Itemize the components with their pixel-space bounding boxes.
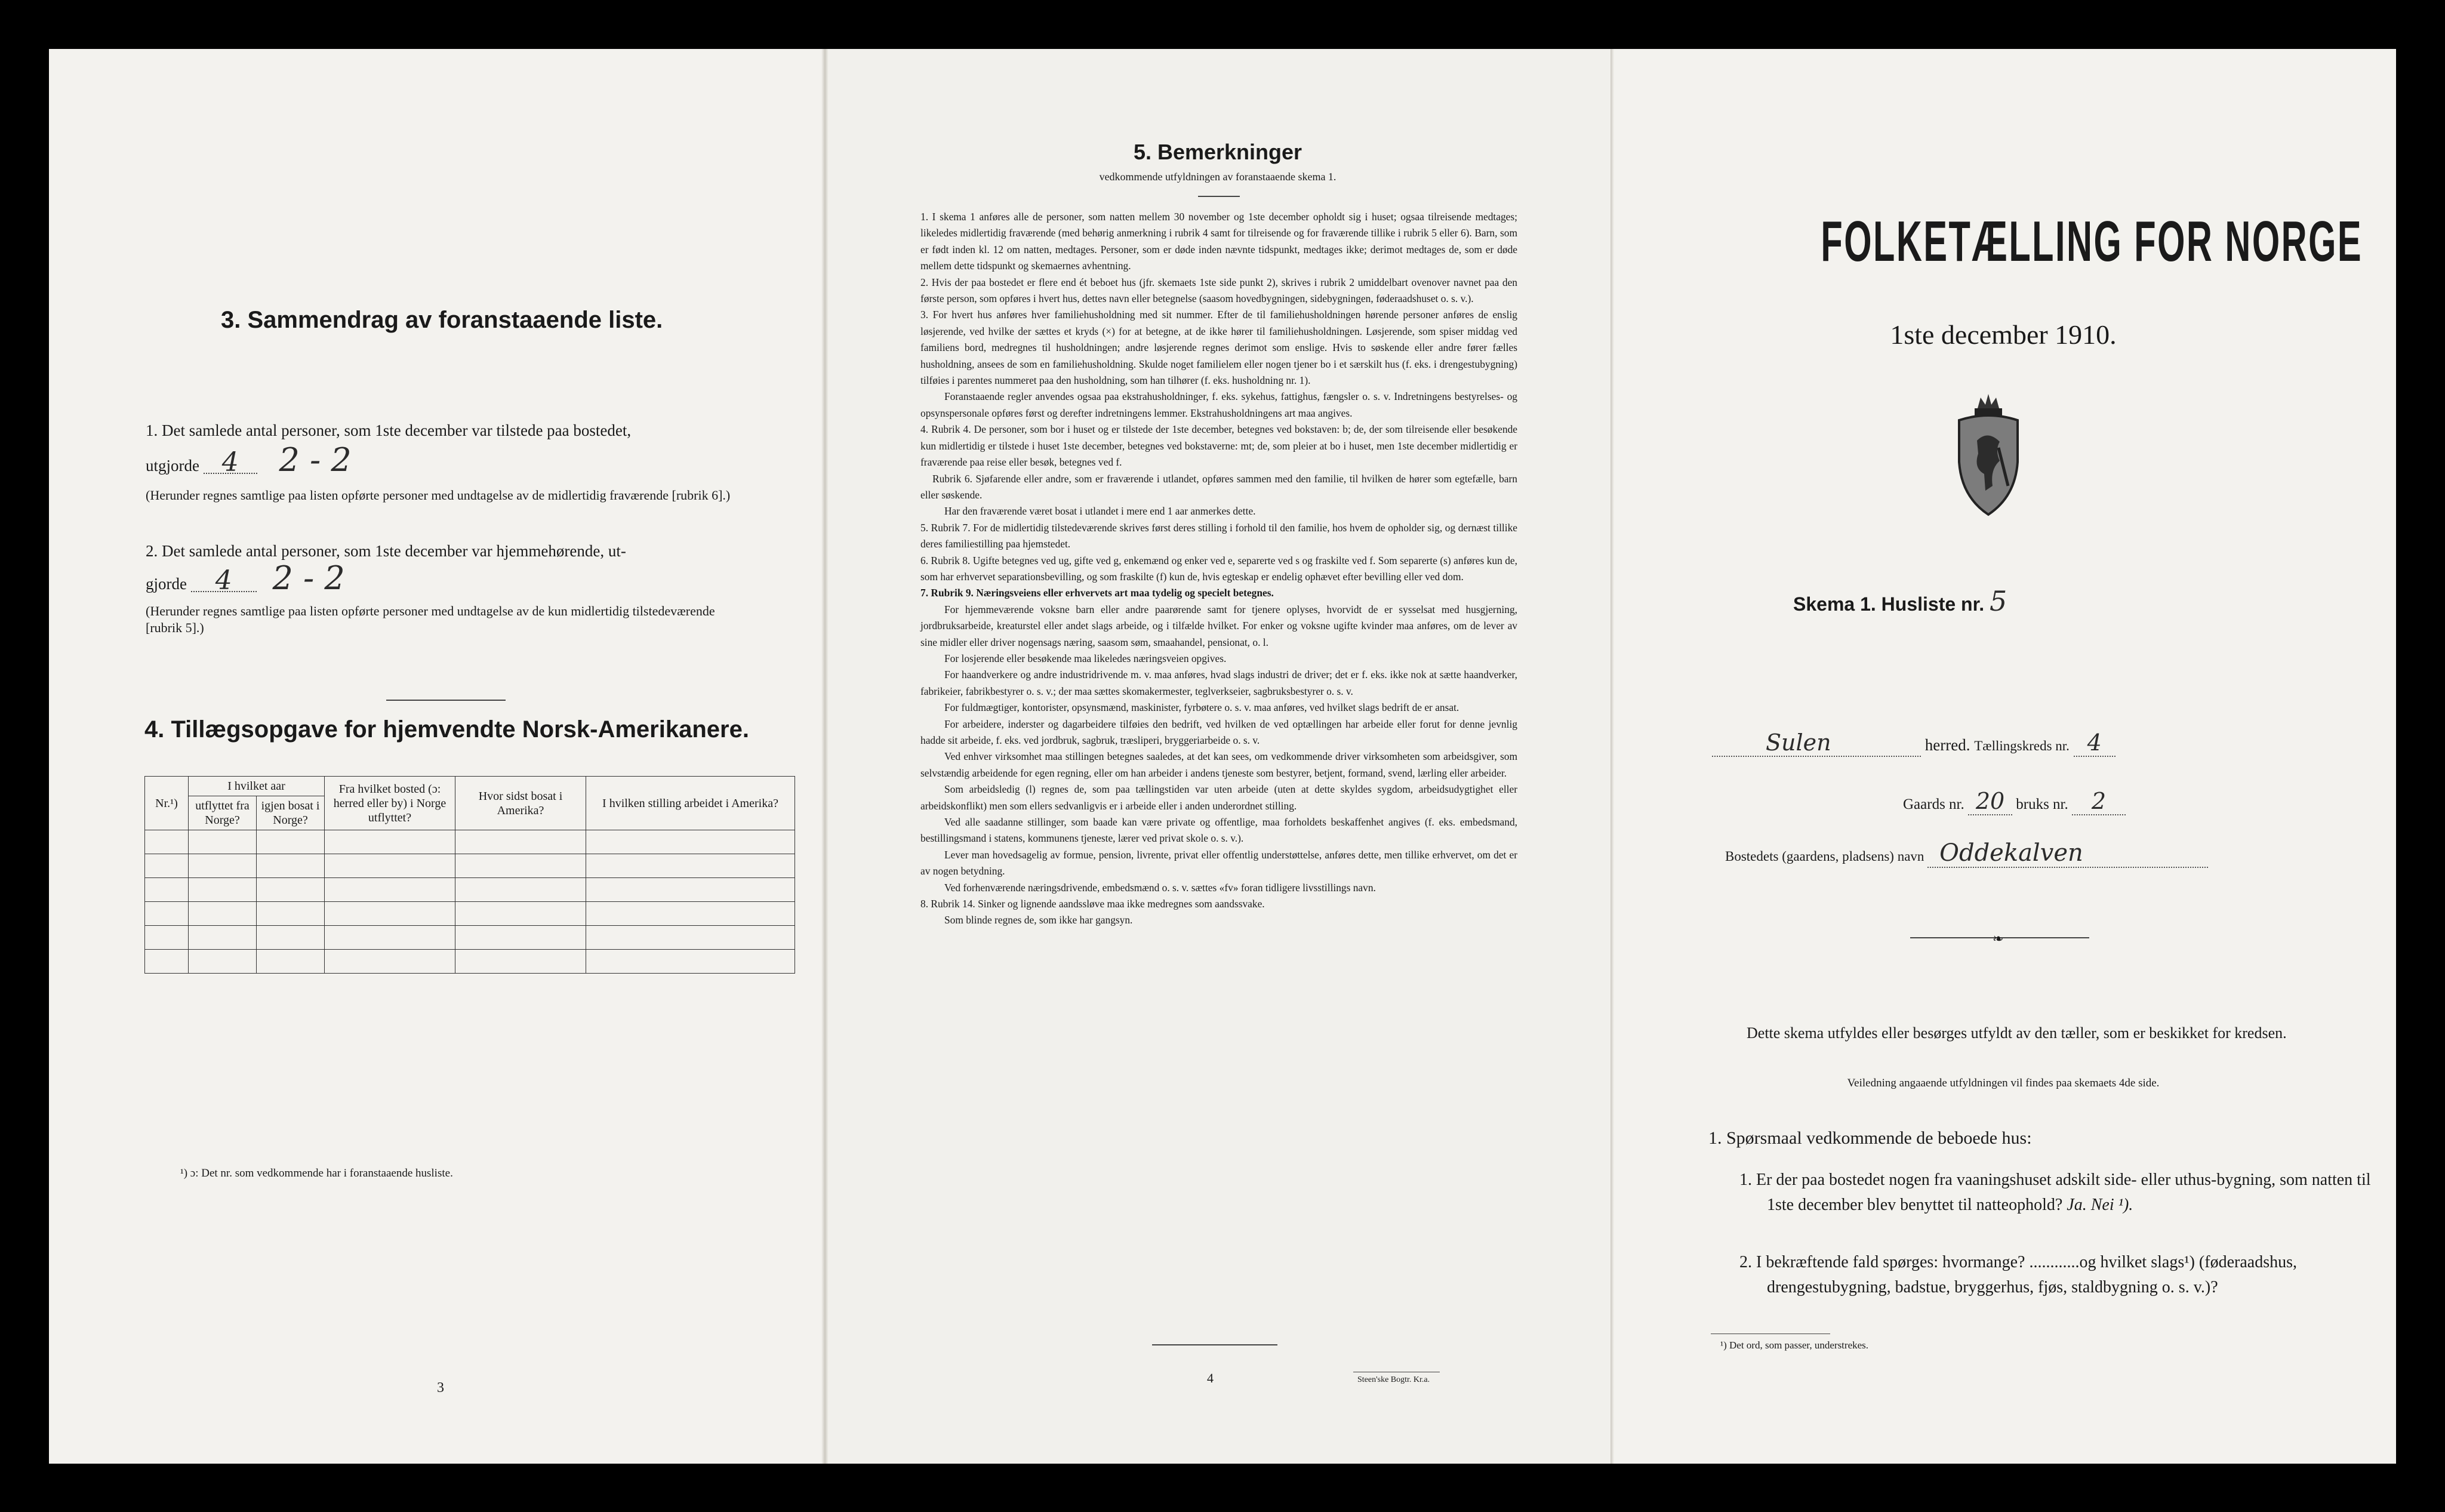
remark-7d: For haandverkere og andre industridrivende m. v. maa anføres, hvad slags industri de driver; det er f. eks. ikke nok at sætte haandverker, fabrikeier, fabrikbestyrer o. s. v.; der maa sættes skomakermester, teglverkseier, sagbruksbestyrer o. s. v. [920,669,1517,697]
kreds-value: 4 [2074,729,2115,757]
question-1-answer: Ja. Nei ¹). [2067,1196,2133,1214]
question-2: 2. I bekræftende fald spørges: hvormange? ............og hvilket slags¹) (føderaadshus, drengestubygning, badstue, bryggerhus, fjøs, staldbygning o. s. v.)? [1739,1253,2297,1297]
question-heading: 1. Spørsmaal vedkommende de beboede hus: [1708,1128,2032,1148]
section3-heading: 3. Sammendrag av foranstaaende liste. [221,307,663,333]
bosted-line [1725,839,2208,868]
remarks-subheading: vedkommende utfyldningen av foranstaaende skema 1. [1099,171,1337,183]
remark-5: 5. Rubrik 7. For de midlertidig tilstedeværende skrives først deres stilling i forhold til den familie, hos hvem de opholder sig, og dernæst tillike deres familiestilling paa hjemstedet. [920,521,1517,550]
table-footnote: ¹) ɔ: Det nr. som vedkommende har i foranstaaende husliste. [180,1167,453,1180]
norsk-amerikanere-table [144,776,795,974]
bruks-value: 2 [2072,788,2126,815]
bosted-label: Bostedets (gaardens, pladsens) navn [1725,849,1924,864]
item1-text: 1. Det samlede antal personer, som 1ste december var tilstede paa bostedet, [146,421,632,439]
item1-hand: 2 - 2 [279,441,352,479]
page-number-3: 3 [437,1380,444,1396]
col-nr: Nr.¹) [145,777,189,830]
page-right [1611,49,2396,1464]
bruks-label: bruks nr. [2016,796,2068,812]
gaards-line [1903,788,2126,815]
gaards-value: 20 [1968,788,2012,815]
remark-4: 4. Rubrik 4. De personer, som bor i huset og er tilstede der 1ste december, betegnes ved bokstaven: b; de, der som tilreisende eller besøkende kun midlertidig er tilstede i huset 1ste december, betegnes ved bokstaverne: mt; de, som pleier at bo i huset, men 1ste december midlertidig er fraværende paa reise eller besøk, betegnes ved f. [920,423,1517,469]
item1-value: 4 [204,452,257,474]
table-row [145,926,795,950]
col-amerika: Hvor sidst bosat i Amerika? [455,777,586,830]
page-left [49,49,825,1464]
remark-1: 1. I skema 1 anføres alle de personer, som natten mellem 30 november og 1ste december opholdt sig i huset; ogsaa tilreisende medtages; likeledes midlertidig fraværende (med behørig anmerkning i rubrik 4 samt for tilreisende og for fraværende tillike i rubrik 5 eller 6). Barn, som er født inden kl. 12 om natten, medtages. Personer, som er døde inden nævnte tidspunkt, medtages ikke; derimot medtages de, som er døde mellem dette tidspunkt og skemaernes avhentning. [920,211,1517,272]
remark-7c: For losjerende eller besøkende maa likeledes næringsveien opgives. [944,652,1227,664]
remark-4b: Rubrik 6. Sjøfarende eller andre, som er fraværende i utlandet, opføres sammen med den familie, til hvilken de hører som egtefælle, barn eller søskende. [920,472,1517,501]
remark-3: 3. For hvert hus anføres hver familiehusholdning med sit nummer. Efter de til familiehusholdningen hørende personer anføres de enslig løsjerende, ved hvilke der sættes et kryds (×) for at betegne, at de ikke hører til familiehusholdningen. Løsjerende, som spiser middag ved familiens bord, medregnes til husholdningen; andre løsjerende regnes derimot som enslige. Hvis to søskende eller andre fører fælles husholdning, ansees de som en familiehusholdning. Skulde noget familielem eller nogen tjener bo i et særskilt hus (f. eks. i drengestubygning) tilføies i parentes nummeret paa den husholdning, som han tilhører (f. eks. husholdning nr. 1). [920,309,1517,387]
remark-7g: Ved enhver virksomhet maa stillingen betegnes saaledes, at det kan sees, om vedkommende driver virksomheten som arbeidsgiver, som selvstændig arbeidende for egen regning, eller om han arbeider i andens tjeneste som bestyrer, betjent, formand, svend, lærling eller arbeider. [920,750,1517,779]
remark-7j: Lever man hovedsagelig av formue, pension, livrente, privat eller offentlig understøttelse, anføres dette, men tillike erhvervet, om det er av nogen betydning. [920,848,1517,877]
col-utflyttet: utflyttet fra Norge? [189,796,257,830]
table-row [145,950,795,974]
section4-heading: 4. Tillægsopgave for hjemvendte Norsk-Amerikanere. [144,716,749,743]
table-row [145,902,795,926]
husliste-nr: 5 [1990,585,2007,617]
item1-note: (Herunder regnes samtlige paa listen opførte personer med undtagelse av de midlertidig fraværende [rubrik 6].) [146,488,731,503]
page-middle [825,49,1611,1464]
veiledning-text: Veiledning angaaende utfyldningen vil findes paa skemaets 4de side. [1847,1077,2160,1089]
remark-4c: Har den fraværende været bosat i utlandet i mere end 1 aar anmerkes dette. [944,505,1256,518]
intro-text: Dette skema utfyldes eller besørges utfyldt av den tæller, som er beskikket for kredsen. [1747,1024,2287,1042]
printer-mark: Steen'ske Bogtr. Kr.a. [1357,1375,1430,1384]
schema-label: Skema 1. Husliste nr. [1793,593,1985,615]
remark-7i: Ved alle saadanne stillinger, som baade kan være private og offentlige, maa forholdets beskaffenhet angives (f. eks. embedsmand, bestillingsmand i statens, kommunens tjeneste, lærer ved privat skole o. s. v.). [920,816,1517,845]
divider [1152,1344,1277,1345]
coat-of-arms-icon [1951,390,2026,517]
remark-2: 2. Hvis der paa bostedet er flere end ét beboet hus (jfr. skemaets 1ste side punkt 2), skrives i rubrik 2 umiddelbart ovenover navnet paa den første person, som opføres i hvert hus, dettes navn eller betegnelse (saasom hovedbygningen, sidebygningen, føderaadshuset o. s. v.). [920,276,1517,305]
item2-note: (Herunder regnes samtlige paa listen opførte personer med undtagelse av de kun midlertidig tilstedeværende [rubrik 5].) [146,603,715,635]
page-number-4: 4 [1207,1371,1214,1385]
remark-7f: For arbeidere, inderster og dagarbeidere tilføies den bedrift, ved hvilken de ved optællingen har arbeide eller forut for denne jevnlig hadde sit arbeide, f. eks. ved jordbruk, sagbruk, træsliperi, bryggeriarbeide o. s. v. [920,717,1517,746]
item1-label: utgjorde [146,457,199,475]
document-date: 1ste december 1910. [1890,319,2117,350]
col-igjen: igjen bosat i Norge? [257,796,325,830]
col-stilling: I hvilken stilling arbeidet i Amerika? [586,777,795,830]
bosted-value: Oddekalven [1927,839,2208,868]
remark-7k: Ved forhenværende næringsdrivende, embedsmænd o. s. v. sættes «fv» foran tidligere livsstillings navn. [944,881,1376,894]
remark-8b: Som blinde regnes de, som ikke har gangsyn. [944,914,1133,926]
ornament-icon: ❧ [1993,931,2004,946]
col-group: I hvilket aar [189,777,325,796]
table-row [145,854,795,878]
remark-8: 8. Rubrik 14. Sinker og lignende aandssløve maa ikke medregnes som aandssvake. [920,898,1265,910]
herred-label: herred. [1924,736,1970,754]
item2-value-line [146,559,778,597]
remark-7b: For hjemmeværende voksne barn eller andre paarørende samt for tjenere oplyses, hvorvidt de er sysselsat med husgjerning, jordbruksarbeide, kreaturstel eller andet slags arbeide, og i tilfælde hvilket. For enker og voksne ugifte kvinder maa anføres, om de lever av sine midler eller driver nogensags næring, saasom søm, smaahandel, pensionat, o. l. [920,603,1517,648]
divider [1198,196,1240,197]
table-row [145,830,795,854]
question-1 [1739,1168,2376,1218]
question-1-text: 1. Er der paa bostedet nogen fra vaaningshuset adskilt side- eller uthus-bygning, som natten til 1ste december blev benyttet til natteophold? [1739,1171,2371,1214]
item2-value: 4 [191,571,257,592]
item2-hand: 2 - 2 [272,559,345,597]
table-row [145,878,795,902]
document-title: FOLKETÆLLING FOR NORGE [1821,210,2363,273]
gaards-label: Gaards nr. [1903,796,1964,812]
item2-label: gjorde [146,575,187,593]
schema-line [1793,585,2007,617]
item1-value-line [146,441,778,479]
remark-6: 6. Rubrik 8. Ugifte betegnes ved ug, gifte ved g, enkemænd og enker ved e, separerte ved s og fraskilte ved f. Som separerte (s) anføres kun de, som har erhvervet separationsbevilling, og som fraskilte (f) kun de, hvis egteskap er endelig ophævet efter bevilling eller ved dom. [920,554,1517,583]
remark-7: 7. Rubrik 9. Næringsveiens eller erhvervets art maa tydelig og specielt betegnes. [920,587,1274,599]
remark-3b: Foranstaaende regler anvendes ogsaa paa ekstrahusholdninger, f. eks. sykehus, fattighus, fængsler o. s. v. Indretningens bestyrelses- og opsynspersonale opføres først og derefter indretningens lemmer. Ekstrahusholdningens art maa angives. [920,390,1517,419]
remark-7h: Som arbeidsledig (l) regnes de, som paa tællingstiden var uten arbeide (uten at dette skyldes sygdom, arbeidsudygtighet eller arbeidskonflikt) men som ellers sedvanligvis er i arbeide eller i anden underordnet stilling. [920,783,1517,812]
remarks-heading: 5. Bemerkninger [1133,140,1302,164]
kreds-label: Tællingskreds nr. [1974,738,2070,753]
herred-value: Sulen [1712,729,1921,757]
item2-text: 2. Det samlede antal personer, som 1ste december var hjemmehørende, ut- [146,542,626,560]
fold-shadow [825,49,829,1464]
herred-line [1712,729,2115,757]
remarks-list [920,209,1517,929]
remark-7e: For fuldmægtiger, kontorister, opsynsmænd, maskinister, fyrbøtere o. s. v. maa anføres, ved hvilket slags bedrift de er ansat. [944,701,1459,714]
page3-footnote: ¹) Det ord, som passer, understrekes. [1720,1339,1869,1351]
fold-shadow [1611,49,1614,1464]
divider [386,700,506,701]
col-bosted: Fra hvilket bosted (ɔ: herred eller by) i Norge utflyttet? [325,777,455,830]
